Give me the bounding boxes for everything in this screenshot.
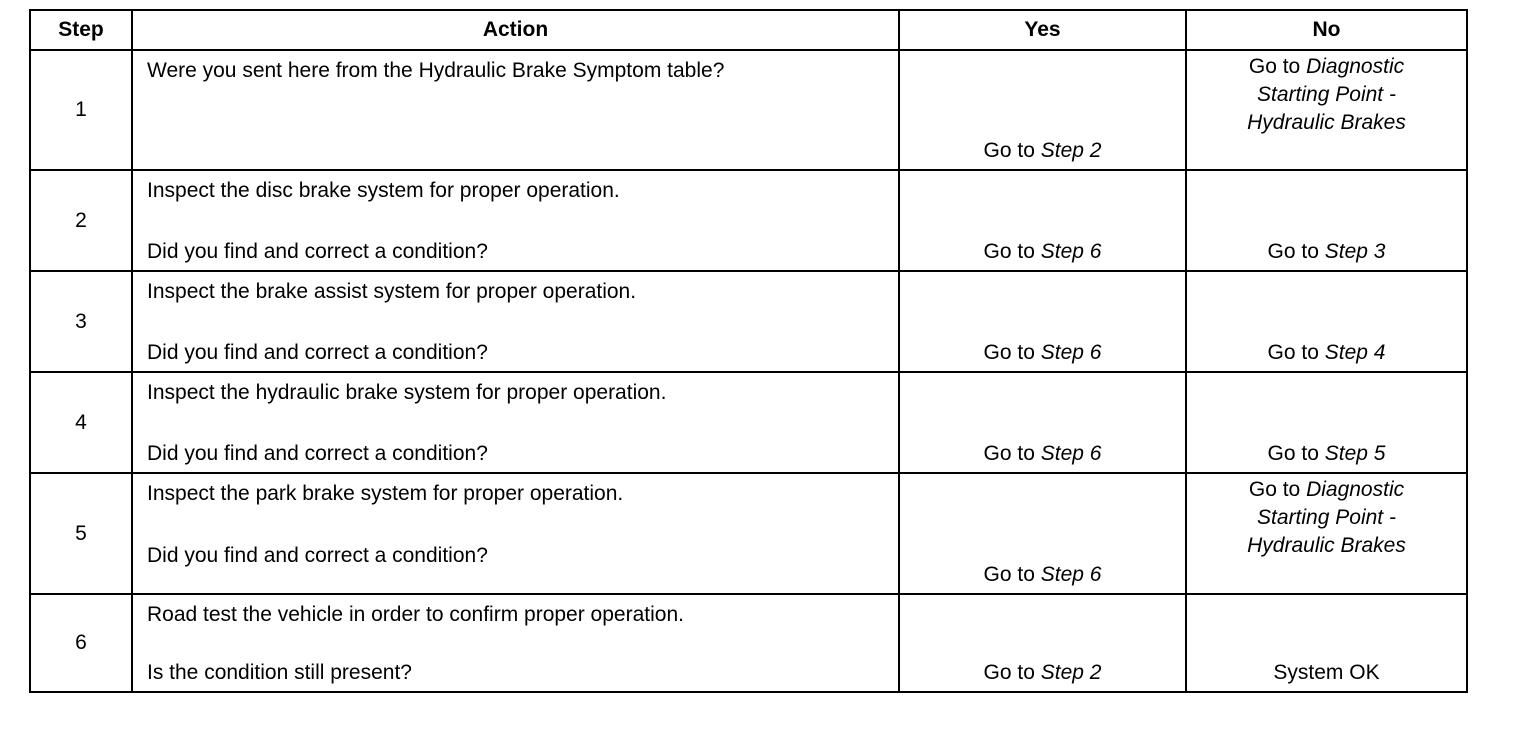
no-cell xyxy=(1186,170,1467,271)
yes-prefix: Go to xyxy=(983,341,1041,364)
yes-go-to xyxy=(900,339,1185,367)
no-cell xyxy=(1186,50,1467,170)
yes-go-to xyxy=(900,659,1185,687)
table-row xyxy=(30,50,1467,170)
yes-cell xyxy=(899,473,1186,594)
yes-go-to xyxy=(900,561,1185,589)
no-target-1: Diagnostic xyxy=(1306,478,1405,501)
action-text: Were you sent here from the Hydraulic Brake Symptom table? xyxy=(147,59,725,82)
yes-prefix: Go to xyxy=(983,139,1041,162)
yes-cell xyxy=(899,594,1186,692)
action-cell xyxy=(132,271,899,372)
action-cell xyxy=(132,50,899,170)
action-question: Did you find and correct a condition? xyxy=(147,442,488,465)
yes-prefix: Go to xyxy=(983,563,1041,586)
header-yes: Yes xyxy=(899,10,1186,50)
header-no: No xyxy=(1186,10,1467,50)
action-question: Did you find and correct a condition? xyxy=(147,341,488,364)
yes-target: Step 2 xyxy=(1040,661,1102,684)
step-number: 6 xyxy=(30,594,132,692)
action-question: Did you find and correct a condition? xyxy=(147,240,488,263)
yes-go-to xyxy=(900,137,1185,165)
action-text: Inspect the disc brake system for proper operation. xyxy=(147,179,620,202)
step-number: 1 xyxy=(30,50,132,170)
no-target: Step 4 xyxy=(1324,341,1386,364)
no-go-to xyxy=(1187,238,1466,266)
no-prefix: Go to xyxy=(1267,240,1325,263)
header-step: Step xyxy=(30,10,132,50)
action-cell xyxy=(132,594,899,692)
table-row xyxy=(30,271,1467,372)
step-number: 4 xyxy=(30,372,132,473)
action-question: Did you find and correct a condition? xyxy=(147,544,488,567)
table-row xyxy=(30,372,1467,473)
yes-prefix: Go to xyxy=(983,661,1041,684)
step-number: 3 xyxy=(30,271,132,372)
header-row xyxy=(30,10,1467,50)
action-cell xyxy=(132,170,899,271)
no-go-to xyxy=(1187,339,1466,367)
table-row xyxy=(30,170,1467,271)
no-cell xyxy=(1186,594,1467,692)
yes-cell xyxy=(899,271,1186,372)
action-cell xyxy=(132,473,899,594)
yes-prefix: Go to xyxy=(983,240,1041,263)
no-target-3: Hydraulic Brakes xyxy=(1247,534,1406,557)
no-prefix: Go to xyxy=(1267,442,1325,465)
table-row xyxy=(30,594,1467,692)
yes-go-to xyxy=(900,238,1185,266)
yes-cell xyxy=(899,372,1186,473)
no-go-to xyxy=(1187,440,1466,468)
yes-target: Step 6 xyxy=(1040,442,1102,465)
yes-prefix: Go to xyxy=(983,442,1041,465)
no-cell xyxy=(1186,271,1467,372)
table-row xyxy=(30,473,1467,594)
yes-target: Step 6 xyxy=(1040,563,1102,586)
action-text: Inspect the park brake system for proper operation. xyxy=(147,482,624,505)
action-cell xyxy=(132,372,899,473)
no-prefix: Go to xyxy=(1267,341,1325,364)
no-target-2: Starting Point - xyxy=(1257,83,1396,106)
yes-target: Step 6 xyxy=(1040,341,1102,364)
yes-cell xyxy=(899,170,1186,271)
step-number: 5 xyxy=(30,473,132,594)
diagnostic-table xyxy=(29,9,1468,693)
no-cell xyxy=(1186,372,1467,473)
no-target-2: Starting Point - xyxy=(1257,506,1396,529)
action-text: Inspect the hydraulic brake system for proper operation. xyxy=(147,381,667,404)
yes-target: Step 6 xyxy=(1040,240,1102,263)
header-action: Action xyxy=(132,10,899,50)
yes-cell xyxy=(899,50,1186,170)
no-cell xyxy=(1186,473,1467,594)
yes-target: Step 2 xyxy=(1040,139,1102,162)
action-text: Inspect the brake assist system for proper operation. xyxy=(147,280,637,303)
no-target-1: Diagnostic xyxy=(1306,55,1405,78)
no-result: System OK xyxy=(1273,661,1380,684)
action-question: Is the condition still present? xyxy=(147,661,412,684)
step-number: 2 xyxy=(30,170,132,271)
no-go-to xyxy=(1187,476,1466,560)
no-prefix: Go to xyxy=(1248,478,1307,501)
no-target: Step 3 xyxy=(1324,240,1386,263)
no-prefix: Go to xyxy=(1248,55,1307,78)
no-target: Step 5 xyxy=(1324,442,1386,465)
action-text: Road test the vehicle in order to confirm proper operation. xyxy=(147,603,684,626)
no-go-to xyxy=(1187,53,1466,137)
yes-go-to xyxy=(900,440,1185,468)
no-target-3: Hydraulic Brakes xyxy=(1247,111,1406,134)
